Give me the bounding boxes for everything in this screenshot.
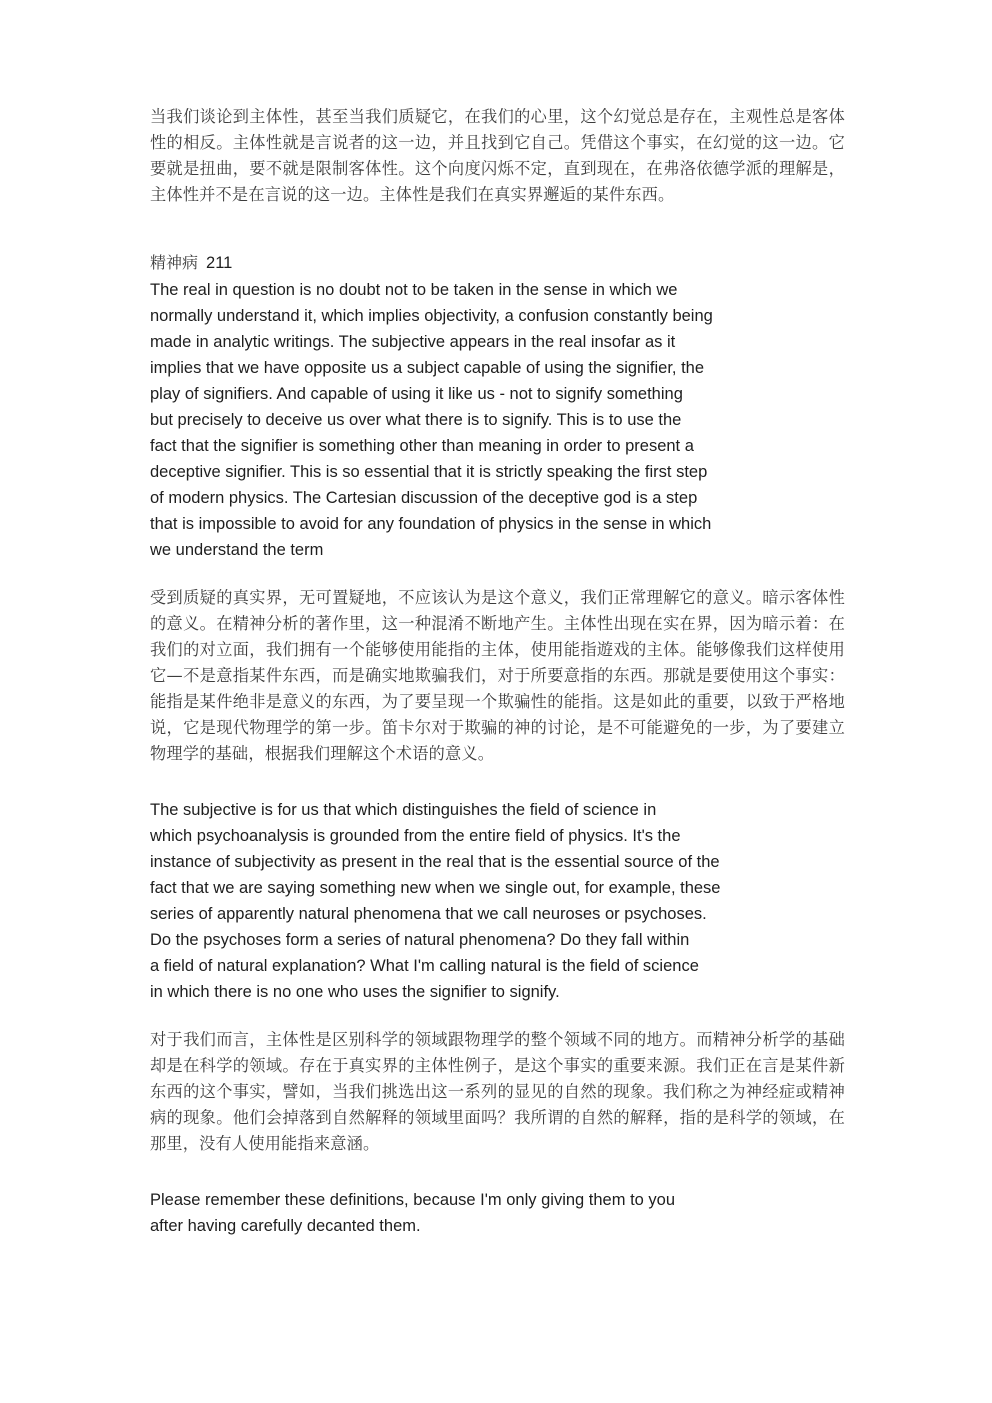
text-line: but precisely to deceive us over what there is to signify. This is to use the [150, 411, 682, 429]
text-line: normally understand it, which implies objectivity, a confusion constantly being [150, 307, 713, 325]
chinese-paragraph-2: 受到质疑的真实界，无可置疑地，不应该认为是这个意义，我们正常理解它的意义。暗示客体性的意义。在精神分析的著作里，这一种混淆不断地产生。主体性出现在实在界，因为暗示着：在我们的对立面，我们拥有一个能够使用能指的主体，使用能指遊戏的主体。能够像我们这样使用它—不是意指某件东西，而是确实地欺骗我们，对于所要意指的东西。那就是要使用这个事实：能指是某件绝非是意义的东西，为了要呈现一个欺骗性的能指。这是如此的重要，以致于严格地说，它是现代物理学的第一步。笛卡尔对于欺骗的神的讨论，是不可能避免的一步，为了要建立物理学的基础，根据我们理解这个术语的意义。 [150, 588, 845, 763]
text-line: which psychoanalysis is grounded from the entire field of physics. It's the [150, 827, 681, 845]
text-line: instance of subjectivity as present in the real that is the essential source of the [150, 853, 720, 871]
text-line: of modern physics. The Cartesian discussion of the deceptive god is a step [150, 489, 698, 507]
text-line: made in analytic writings. The subjective appears in the real insofar as it [150, 333, 676, 351]
english-paragraph-3 [150, 1187, 770, 1239]
text-line: we understand the term [150, 541, 324, 559]
text-line: fact that we are saying something new when we single out, for example, these [150, 879, 721, 897]
text-line: fact that the signifier is something other than meaning in order to present a [150, 437, 694, 455]
text-line: implies that we have opposite us a subject capable of using the signifier, the [150, 359, 705, 377]
section-header [150, 250, 232, 276]
text-line: after having carefully decanted them. [150, 1217, 421, 1235]
text-line: Do the psychoses form a series of natural phenomena? Do they fall within [150, 931, 690, 949]
text-line: Please remember these definitions, because I'm only giving them to you [150, 1191, 676, 1209]
section-title: 精神病 [150, 253, 199, 272]
text-line: series of apparently natural phenomena that we call neuroses or psychoses. [150, 905, 707, 923]
text-line: play of signifiers. And capable of using it like us - not to signify something [150, 385, 683, 403]
english-paragraph-2 [150, 797, 770, 1005]
page-number: 211 [206, 254, 233, 272]
text-line: in which there is no one who uses the signifier to signify. [150, 983, 560, 1001]
chinese-paragraph-3: 对于我们而言，主体性是区别科学的领域跟物理学的整个领域不同的地方。而精神分析学的基础却是在科学的领域。存在于真实界的主体性例子，是这个事实的重要来源。我们正在言是某件新东西的这个事实，譬如，当我们挑选出这一系列的显见的自然的现象。我们称之为神经症或精神病的现象。他们会掉落到自然解释的领域里面吗？我所谓的自然的解释，指的是科学的领域，在那里，没有人使用能指来意涵。 [150, 1030, 845, 1153]
text-line: deceptive signifier. This is so essential that it is strictly speaking the first step [150, 463, 708, 481]
english-paragraph-1 [150, 277, 770, 563]
text-line: that is impossible to avoid for any foundation of physics in the sense in which [150, 515, 712, 533]
chinese-paragraph-1: 当我们谈论到主体性，甚至当我们质疑它，在我们的心里，这个幻觉总是存在，主观性总是客体性的相反。主体性就是言说者的这一边，并且找到它自己。凭借这个事实，在幻觉的这一边。它要就是扭曲，要不就是限制客体性。这个向度闪烁不定，直到现在，在弗洛依德学派的理解是，主体性并不是在言说的这一边。主体性是我们在真实界邂逅的某件东西。 [150, 107, 845, 204]
text-line: a field of natural explanation? What I'm calling natural is the field of science [150, 957, 699, 975]
text-line: The real in question is no doubt not to be taken in the sense in which we [150, 281, 678, 299]
text-line: The subjective is for us that which distinguishes the field of science in [150, 801, 657, 819]
